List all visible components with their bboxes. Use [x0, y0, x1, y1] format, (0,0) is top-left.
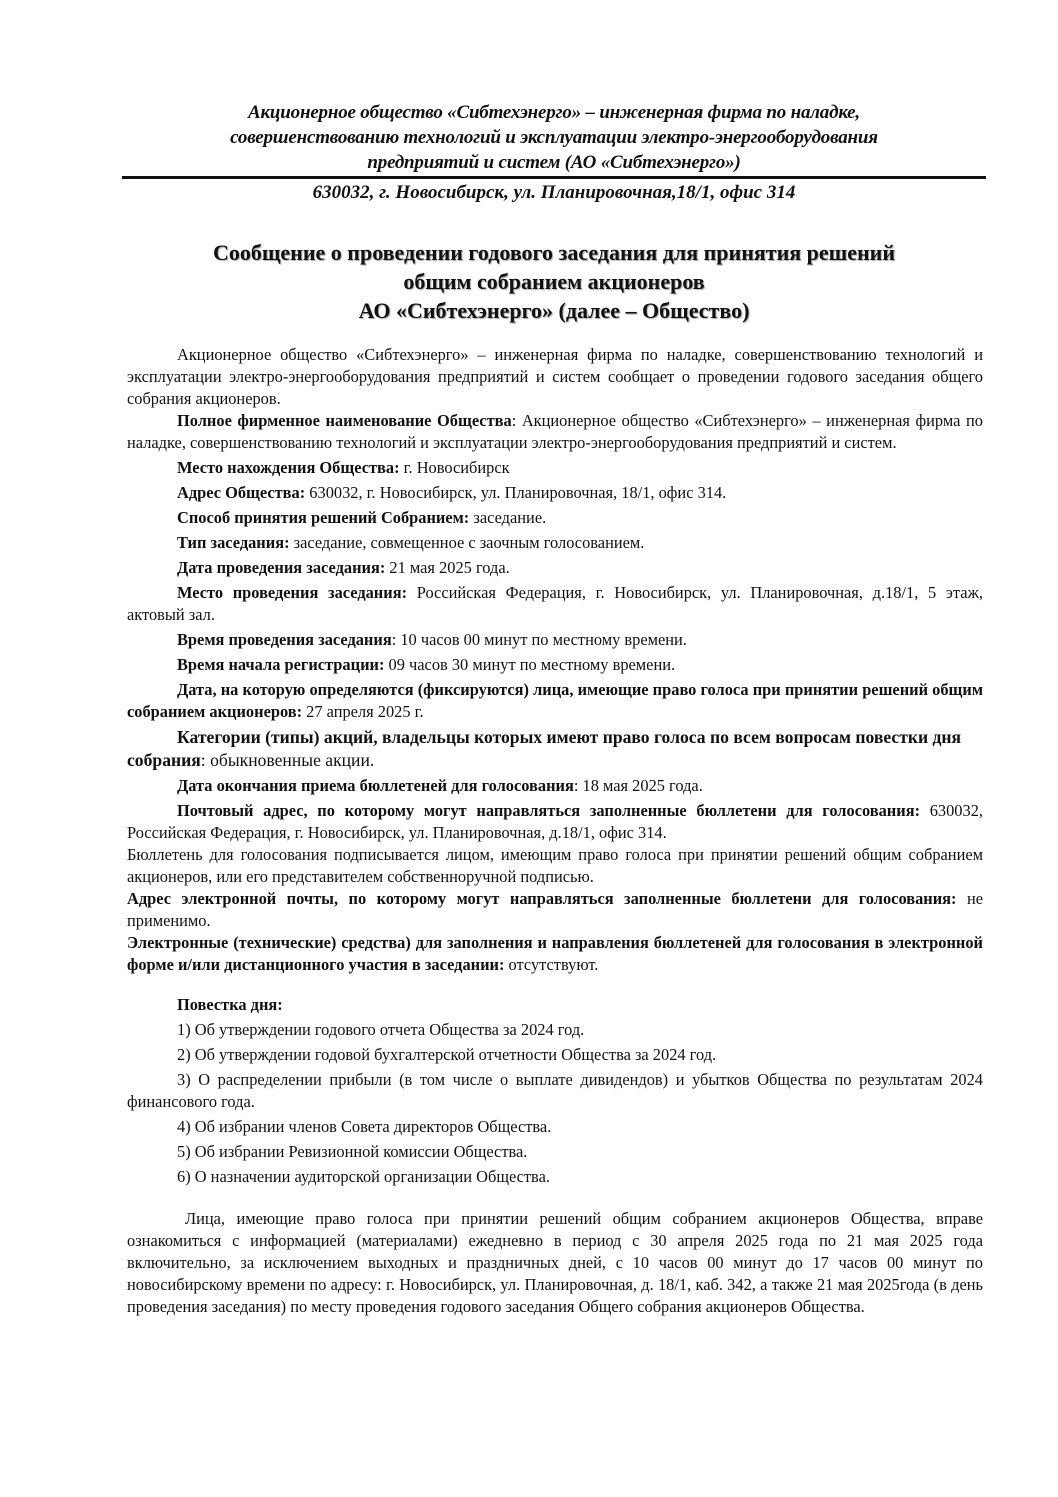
field-full-name: Полное фирменное наименование Общества: Акционерное общество «Сибтехэнерго» – инженерная фирма по наладке, совершенствованию технологий и эксплуатации электро-энергооборудования предприятий и систем. [127, 411, 983, 452]
field-label: Полное фирменное наименование Общества [177, 411, 512, 430]
field-value: не применимо. [127, 889, 983, 930]
field-address [127, 482, 983, 504]
field-label: Почтовый адрес, по которому могут направляться заполненные бюллетени для голосования: [177, 801, 921, 820]
title-line: АО «Сибтехэнерго» (далее – Общество) [358, 298, 750, 323]
field-label: Место проведения заседания: [177, 583, 408, 602]
field-meeting-date [127, 557, 983, 579]
agenda-item: 3) О распределении прибыли (в том числе о выплате дивидендов) и убытков Общества по результатам 2024 финансового года. [127, 1070, 983, 1111]
field-registration-time [127, 654, 983, 676]
field-value: обыкновенные акции. [210, 750, 375, 770]
field-location [127, 457, 983, 479]
intro-paragraph: Акционерное общество «Сибтехэнерго» – инженерная фирма по наладке, совершенствованию технологий и эксплуатации электро-энергооборудования предприятий и систем сообщает о проведении годового заседания общего собрания акционеров. [127, 345, 983, 408]
field-electronic-means [127, 932, 983, 976]
field-meeting-place [127, 582, 983, 626]
field-value: Акционерное общество «Сибтехэнерго» – инженерная фирма по наладке, совершенствованию технологий и эксплуатации электро-энергооборудования предприятий и систем. [127, 411, 983, 452]
field-label: Способ принятия решений Собранием: [177, 508, 470, 527]
header-divider [122, 176, 986, 179]
field-value: заседание, совмещенное с заочным голосованием. [293, 533, 645, 552]
title-line: Сообщение о проведении годового заседания для принятия решений [212, 240, 896, 265]
field-value: 27 апреля 2025 г. [306, 702, 424, 721]
field-label: Дата проведения заседания: [177, 558, 386, 577]
field-meeting-time: Время проведения заседания: 10 часов 00 минут по местному времени. [177, 630, 687, 649]
agenda-item: 4) Об избрании членов Совета директоров Общества. [177, 1117, 552, 1136]
field-value: 09 часов 30 минут по местному времени. [388, 655, 676, 674]
header-line: Акционерное общество «Сибтехэнерго» – инженерная фирма по наладке, [248, 102, 860, 123]
field-value: заседание. [473, 508, 547, 527]
field-postal-address [127, 800, 983, 844]
document-title [122, 238, 986, 325]
field-label: Категории (типы) акций, владельцы которых имеют право голоса по всем вопросам повестки дня собрания [127, 727, 962, 770]
field-record-date [127, 679, 983, 723]
field-label: Время проведения заседания [177, 630, 392, 649]
field-label: Тип заседания: [177, 533, 290, 552]
document-body [127, 344, 983, 1318]
agenda-item: 5) Об избрании Ревизионной комиссии Общества. [177, 1142, 528, 1161]
field-share-categories: Категории (типы) акций, владельцы которых имеют право голоса по всем вопросам повестки дня собрания: обыкновенные акции. [127, 727, 962, 770]
field-value: 10 часов 00 минут по местному времени. [400, 630, 687, 649]
header-line: совершенствованию технологий и эксплуатации электро-энергооборудования [230, 127, 878, 148]
field-ballot-deadline: Дата окончания приема бюллетеней для голосования: 18 мая 2025 года. [177, 776, 703, 795]
field-label: Место нахождения Общества: [177, 458, 400, 477]
agenda-item: 1) Об утверждении годового отчета Общества за 2024 год. [177, 1020, 585, 1039]
ballot-note: Бюллетень для голосования подписывается лицом, имеющим право голоса при принятии решений общим собранием акционеров, или его представителем собственноручной подписью. [127, 845, 983, 886]
field-label: Время начала регистрации: [177, 655, 385, 674]
field-decision-method [127, 507, 983, 529]
title-line: общим собранием акционеров [403, 269, 705, 294]
field-label: Электронные (технические) средства) для заполнения и направления бюллетеней для голосования в электронной форме и/или дистанционного участия в заседании: [127, 933, 983, 974]
agenda-heading: Повестка дня: [177, 995, 283, 1014]
field-label: Дата, на которую определяются (фиксируются) лица, имеющие право голоса при принятии решений общим собранием акционеров: [127, 680, 983, 721]
field-label: Адрес электронной почты, по которому могут направляться заполненные бюллетени для голосования: [127, 889, 957, 908]
company-header [122, 100, 986, 175]
closing-paragraph: Лица, имеющие право голоса при принятии решений общим собранием акционеров Общества, вправе ознакомиться с информацией (материалами) ежедневно в период с 30 апреля 2025 года по 21 мая 2025 года включительно, за исключением выходных и праздничных дней, с 10 часов 00 минут до 17 часов 00 минут по новосибирскому времени по адресу: г. Новосибирск, ул. Планировочная, д. 18/1, каб. 342, а также 21 мая 2025года (в день проведения заседания) по месту проведения годового заседания Общего собрания акционеров Общества. [127, 1209, 983, 1316]
agenda-item: 2) Об утверждении годовой бухгалтерской отчетности Общества за 2024 год. [177, 1045, 717, 1064]
field-label: Адрес Общества: [177, 483, 306, 502]
header-line: предприятий и систем (АО «Сибтехэнерго») [367, 152, 741, 173]
field-email-address [127, 888, 983, 932]
field-value: Российская Федерация, г. Новосибирск, ул. Планировочная, д.18/1, 5 этаж, актовый зал. [127, 583, 983, 624]
field-value: отсутствуют. [508, 955, 599, 974]
field-label: Дата окончания приема бюллетеней для голосования [177, 776, 574, 795]
field-value: 21 мая 2025 года. [389, 558, 510, 577]
field-value: г. Новосибирск [403, 458, 510, 477]
agenda-item: 6) О назначении аудиторской организации Общества. [177, 1167, 550, 1186]
company-address: 630032, г. Новосибирск, ул. Планировочная,18/1, офис 314 [312, 182, 796, 203]
field-value: 630032, г. Новосибирск, ул. Планировочная, 18/1, офис 314. [309, 483, 727, 502]
field-value: 18 мая 2025 года. [582, 776, 703, 795]
field-value: 630032, Российская Федерация, г. Новосибирск, ул. Планировочная, д.18/1, офис 314. [127, 801, 983, 842]
field-meeting-type [127, 532, 983, 554]
